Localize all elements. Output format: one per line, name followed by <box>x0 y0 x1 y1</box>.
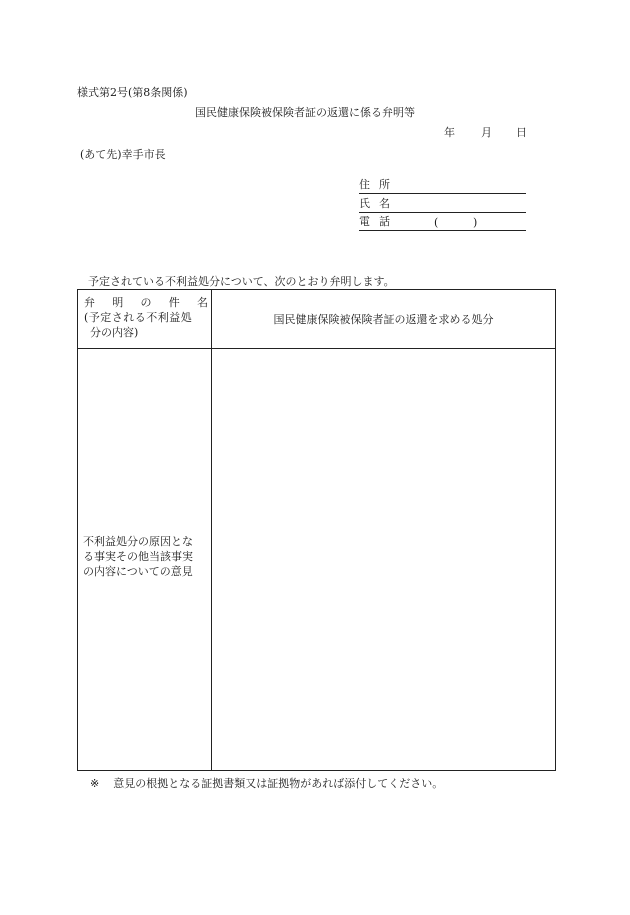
case-label-cell <box>84 295 208 340</box>
phone-area-paren-open: ( <box>434 216 439 229</box>
phone-field[interactable] <box>359 215 526 231</box>
case-label: 弁 明 の 件 名 <box>84 296 208 309</box>
date-year-label: 年 <box>444 126 455 139</box>
address-field[interactable] <box>359 178 526 194</box>
name-field[interactable] <box>359 197 526 213</box>
addressee: (あて先)幸手市長 <box>80 148 166 161</box>
case-sub-label-line1: (予定される不利益処 <box>84 311 193 324</box>
form-number: 様式第2号(第8条関係) <box>77 86 188 99</box>
address-label: 住所 <box>359 178 399 191</box>
opinion-input-area[interactable] <box>212 349 555 770</box>
reference-mark: ※ <box>90 777 100 790</box>
explanation-table <box>77 289 556 771</box>
footnote <box>90 775 443 791</box>
case-sub-label-line2: 分の内容) <box>90 326 139 339</box>
date-month-label: 月 <box>481 126 492 139</box>
opinion-label-cell <box>83 534 209 579</box>
opinion-label-line2: る事実その他当該事実 <box>83 550 193 563</box>
date-day-label: 日 <box>516 126 527 139</box>
opinion-label-line3: の内容についての意見 <box>83 565 193 578</box>
case-value: 国民健康保険被保険者証の返還を求める処分 <box>273 313 494 326</box>
phone-area-paren-close: ) <box>473 216 478 229</box>
phone-label: 電話 <box>359 215 399 228</box>
name-label: 氏名 <box>359 197 399 210</box>
footnote-text: 意見の根拠となる証拠書類又は証拠物があれば添付してください。 <box>113 777 444 790</box>
case-value-cell <box>212 290 555 348</box>
intro-statement: 予定されている不利益処分について、次のとおり弁明します。 <box>88 275 395 288</box>
document-title: 国民健康保険被保険者証の返還に係る弁明等 <box>195 106 415 119</box>
opinion-label-line1: 不利益処分の原因とな <box>83 535 193 548</box>
